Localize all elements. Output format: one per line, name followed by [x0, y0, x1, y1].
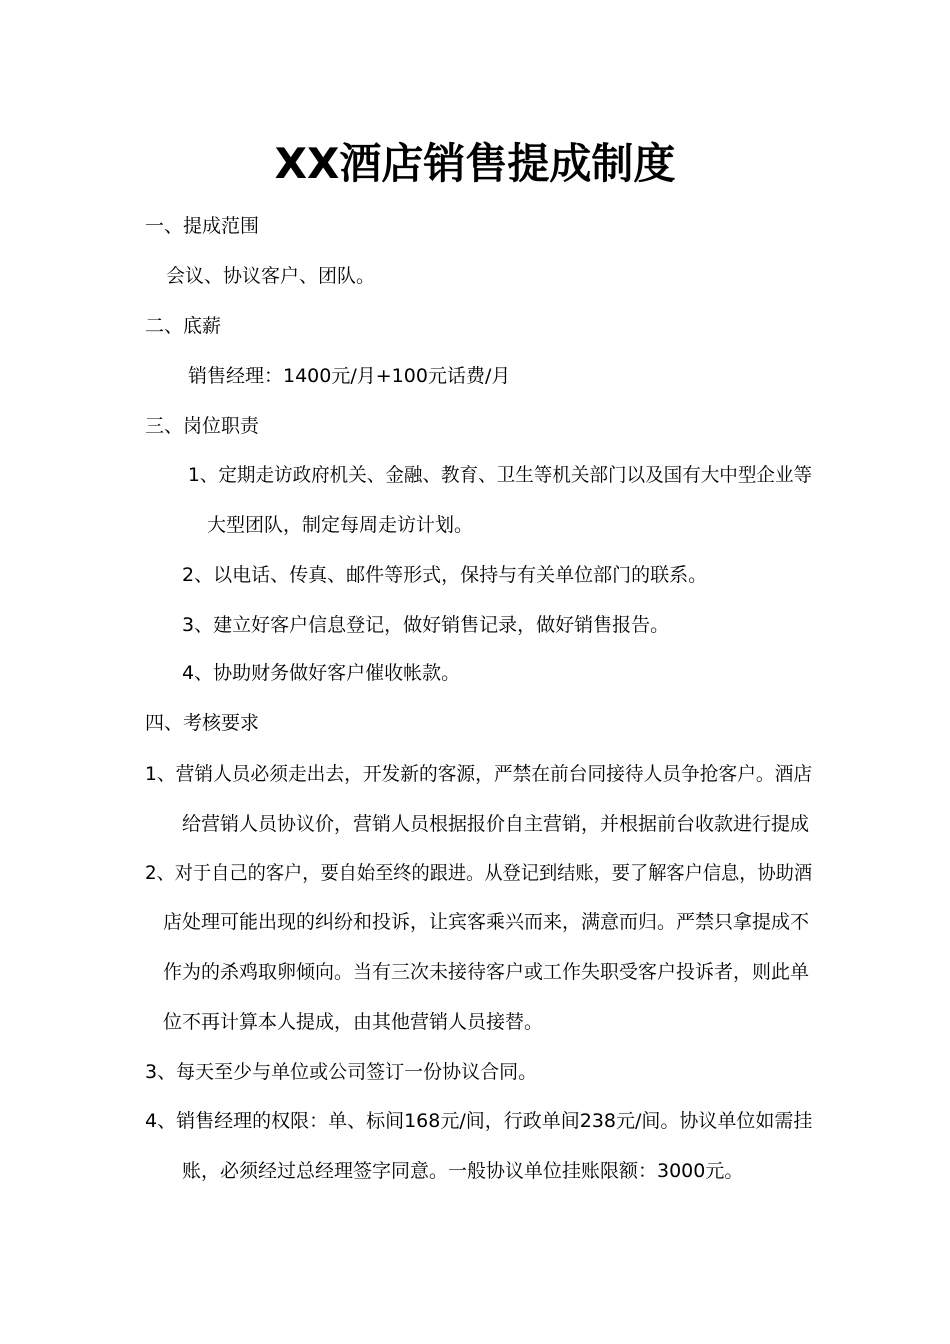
list-item-line: 2、对于自己的客户，要自始至终的跟进。从登记到结账，要了解客户信息，协助酒 [145, 862, 813, 884]
list-item-line: 1、营销人员必须走出去，开发新的客源，严禁在前台同接待人员争抢客户。酒店 [145, 763, 813, 785]
list-item-line: 1、定期走访政府机关、金融、教育、卫生等机关部门以及国有大中型企业等 [188, 464, 813, 486]
list-item-line: 3、每天至少与单位或公司签订一份协议合同。 [145, 1061, 538, 1083]
list-item-line: 给营销人员协议价，营销人员根据报价自主营销，并根据前台收款进行提成 [182, 813, 810, 835]
section-2-text: 销售经理：1400元/月+100元话费/月 [188, 365, 511, 387]
list-item-line: 3、建立好客户信息登记，做好销售记录，做好销售报告。 [182, 614, 670, 636]
list-item-line: 2、以电话、传真、邮件等形式，保持与有关单位部门的联系。 [182, 564, 708, 586]
list-item-line: 账，必须经过总经理签字同意。一般协议单位挂账限额：3000元。 [182, 1160, 744, 1182]
list-item-line: 位不再计算本人提成，由其他营销人员接替。 [163, 1011, 544, 1033]
list-item-line: 作为的杀鸡取卵倾向。当有三次未接待客户或工作失职受客户投诉者，则此单 [163, 961, 810, 983]
list-item-line: 4、销售经理的权限：单、标间168元/间，行政单间238元/间。协议单位如需挂 [145, 1110, 813, 1132]
section-3-heading: 三、岗位职责 [145, 415, 260, 437]
list-item-line: 大型团队，制定每周走访计划。 [207, 514, 474, 536]
document-title: XX酒店销售提成制度 [274, 139, 676, 188]
section-1-heading: 一、提成范围 [145, 215, 260, 237]
list-item-line: 店处理可能出现的纠纷和投诉，让宾客乘兴而来，满意而归。严禁只拿提成不 [163, 911, 810, 933]
section-2-heading: 二、底薪 [145, 315, 222, 337]
section-4-heading: 四、考核要求 [145, 712, 260, 734]
section-1-text: 会议、协议客户、团队。 [166, 265, 376, 287]
list-item-line: 4、协助财务做好客户催收帐款。 [182, 662, 461, 684]
